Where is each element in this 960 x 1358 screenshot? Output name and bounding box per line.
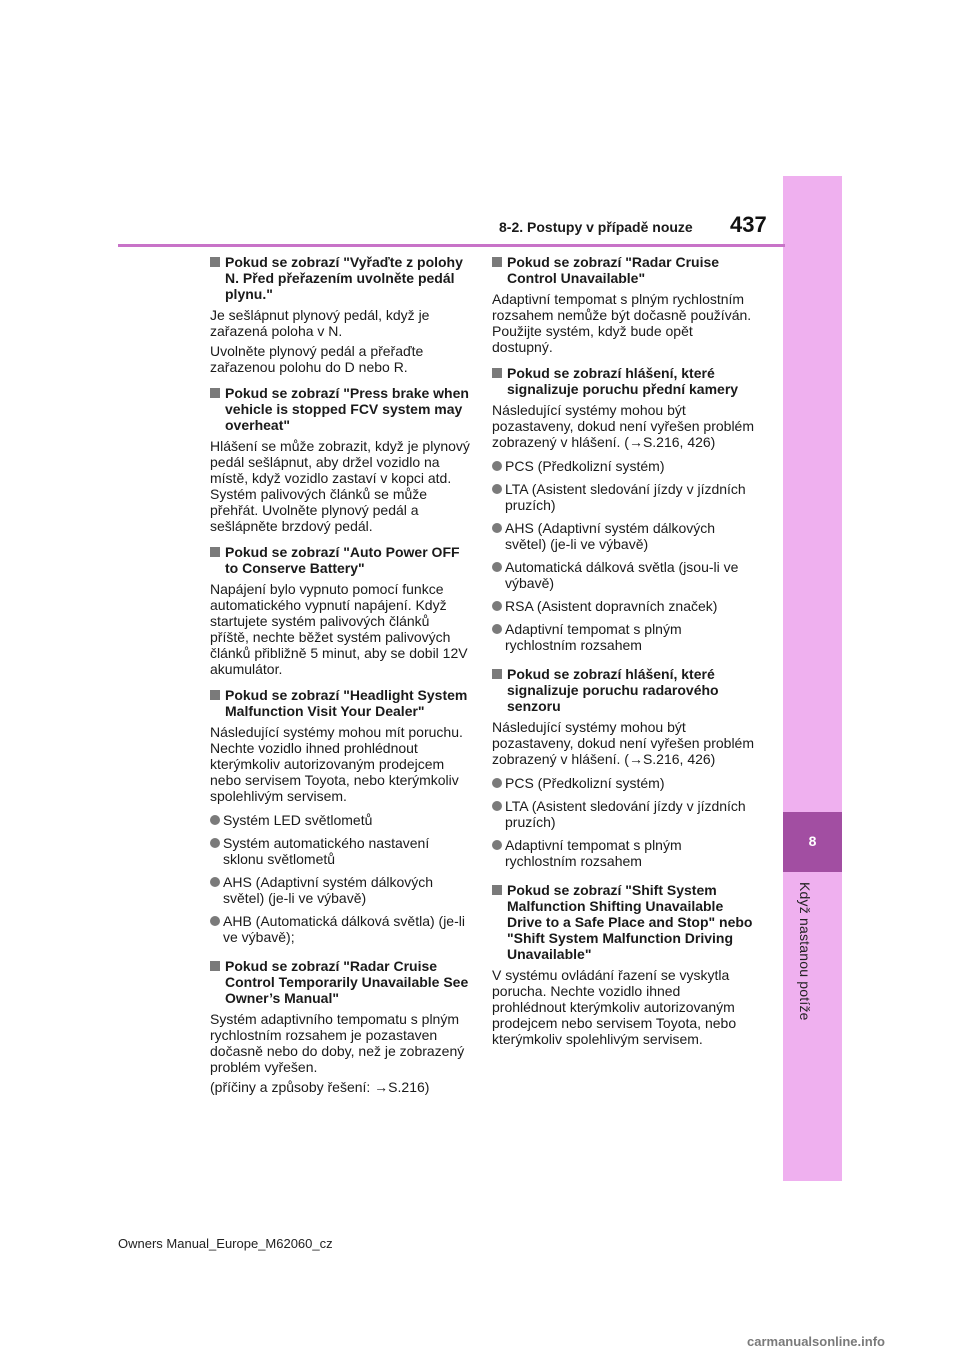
section-heading — [492, 666, 754, 714]
square-bullet-icon — [492, 669, 502, 679]
list-item — [492, 621, 754, 653]
section-heading-text: Pokud se zobrazí hlášení, které signalizuje poruchu radarového senzoru — [507, 666, 719, 714]
section-heading — [492, 365, 754, 397]
chapter-title-container — [783, 872, 842, 1172]
left-column — [210, 254, 470, 1105]
section-heading-text: Pokud se zobrazí "Auto Power OFF to Conserve Battery" — [225, 544, 460, 576]
list-item-text: Adaptivní tempomat s plným rychlostním rozsahem — [505, 837, 682, 869]
section-heading — [492, 254, 754, 286]
round-bullet-icon — [492, 461, 502, 471]
body-paragraph: Hlášení se může zobrazit, když je plynový pedál sešlápnut, aby držel vozidlo na místě, když vozidlo zastaví v kopci atd. Systém palivových článků se může přehřát. Uvolněte plynový pedál a sešlápněte brzdový pedál. — [210, 438, 470, 534]
list-item — [210, 874, 470, 906]
list-item-text: AHS (Adaptivní systém dálkových světel) (je-li ve výbavě) — [505, 520, 716, 552]
list-item-text: Systém LED světlometů — [223, 812, 373, 828]
list-item-text: PCS (Předkolizní systém) — [505, 775, 665, 791]
body-paragraph: V systému ovládání řazení se vyskytla porucha. Nechte vozidlo ihned prohlédnout kterýmkoliv autorizovaným prodejcem nebo servisem Toyota, nebo kterýmkoliv spolehlivým servisem. — [492, 967, 737, 1047]
list-item — [492, 520, 754, 552]
right-column — [492, 254, 754, 1057]
chapter-title: Když nastanou potíže — [797, 882, 813, 1021]
list-item — [210, 812, 470, 828]
body-paragraph: Systém adaptivního tempomatu s plným rychlostním rozsahem je pozastaven dočasně nebo do doby, než je zobrazený problém vyřešen. — [210, 1011, 465, 1075]
round-bullet-icon — [210, 916, 220, 926]
round-bullet-icon — [492, 778, 502, 788]
body-paragraph: Následující systémy mohou být pozastaveny, dokud není vyřešen problém zobrazený v hlášení. (→S.216, 426) — [492, 402, 755, 450]
square-bullet-icon — [492, 885, 502, 895]
square-bullet-icon — [492, 257, 502, 267]
list-item — [492, 837, 754, 869]
round-bullet-icon — [492, 601, 502, 611]
square-bullet-icon — [492, 368, 502, 378]
list-item-text: LTA (Asistent sledování jízdy v jízdních pruzích) — [505, 481, 746, 513]
body-paragraph: Napájení bylo vypnuto pomocí funkce automatického vypnutí napájení. Když startujete systém palivových článků příště, nechte běžet systém palivových článků přibližně 5 minut, aby se dobil 12V akumulátor. — [210, 581, 468, 677]
list-item-text: Adaptivní tempomat s plným rychlostním rozsahem — [505, 621, 682, 653]
section-heading-text: Pokud se zobrazí "Shift System Malfunction Shifting Unavailable Drive to a Safe Place and Stop" nebo "Shift System Malfunction Driving Unavailable" — [507, 882, 753, 962]
list-item — [492, 559, 754, 591]
round-bullet-icon — [492, 562, 502, 572]
round-bullet-icon — [210, 815, 220, 825]
round-bullet-icon — [210, 838, 220, 848]
square-bullet-icon — [210, 257, 220, 267]
square-bullet-icon — [210, 961, 220, 971]
section-title: 8-2. Postupy v případě nouze — [499, 219, 693, 235]
list-item-text: LTA (Asistent sledování jízdy v jízdních pruzích) — [505, 798, 746, 830]
round-bullet-icon — [492, 523, 502, 533]
round-bullet-icon — [492, 624, 502, 634]
section-heading-text: Pokud se zobrazí "Radar Cruise Control Unavailable" — [507, 254, 720, 286]
footer-text: Owners Manual_Europe_M62060_cz — [118, 1236, 333, 1251]
round-bullet-icon — [492, 484, 502, 494]
section-heading — [210, 544, 470, 576]
body-paragraph: Následující systémy mohou mít poruchu. Nechte vozidlo ihned prohlédnout kterýmkoliv autorizovaným prodejcem nebo servisem Toyota, nebo kterýmkoliv spolehlivým servisem. — [210, 724, 463, 804]
body-paragraph: (příčiny a způsoby řešení: →S.216) — [210, 1079, 430, 1095]
chapter-number: 8 — [808, 833, 817, 849]
list-item-text: Systém automatického nastavení sklonu světlometů — [223, 835, 430, 867]
list-item — [210, 913, 470, 945]
square-bullet-icon — [210, 388, 220, 398]
list-item-text: AHB (Automatická dálková světla) (je-li ve výbavě); — [223, 913, 465, 945]
body-paragraph: Následující systémy mohou být pozastaveny, dokud není vyřešen problém zobrazený v hlášení. (→S.216, 426) — [492, 719, 755, 767]
list-item — [492, 798, 754, 830]
list-item — [492, 481, 754, 513]
square-bullet-icon — [210, 690, 220, 700]
list-item — [492, 598, 754, 614]
round-bullet-icon — [492, 801, 502, 811]
round-bullet-icon — [492, 840, 502, 850]
section-heading-text: Pokud se zobrazí "Press brake when vehicle is stopped FCV system may overheat" — [225, 385, 469, 433]
section-heading — [210, 687, 470, 719]
list-item-text: PCS (Předkolizní systém) — [505, 458, 665, 474]
header-divider — [118, 244, 785, 247]
round-bullet-icon — [210, 877, 220, 887]
section-heading — [210, 385, 470, 433]
section-heading-text: Pokud se zobrazí "Headlight System Malfunction Visit Your Dealer" — [225, 687, 468, 719]
section-heading — [210, 254, 470, 302]
body-paragraph: Je sešlápnut plynový pedál, když je zařazená poloha v N. — [210, 307, 430, 339]
section-heading — [210, 958, 470, 1006]
list-item-text: Automatická dálková světla (jsou-li ve výbavě) — [505, 559, 739, 591]
list-item — [210, 835, 470, 867]
watermark: carmanualsonline.info — [747, 1334, 885, 1349]
list-item-text: AHS (Adaptivní systém dálkových světel) (je-li ve výbavě) — [223, 874, 434, 906]
page-number: 437 — [730, 212, 767, 237]
section-heading-text: Pokud se zobrazí "Vyřaďte z polohy N. Před přeřazením uvolněte pedál plynu." — [225, 254, 463, 302]
section-heading-text: Pokud se zobrazí hlášení, které signalizuje poruchu přední kamery — [507, 365, 739, 397]
square-bullet-icon — [210, 547, 220, 557]
body-paragraph: Adaptivní tempomat s plným rychlostním rozsahem nemůže být dočasně používán. Použijte systém, když bude opět dostupný. — [492, 291, 752, 355]
section-heading-text: Pokud se zobrazí "Radar Cruise Control Temporarily Unavailable See Owner’s Manual" — [225, 958, 469, 1006]
list-item — [492, 458, 754, 474]
body-paragraph: Uvolněte plynový pedál a přeřaďte zařazenou polohu do D nebo R. — [210, 343, 424, 375]
section-heading — [492, 882, 754, 962]
list-item-text: RSA (Asistent dopravních značek) — [505, 598, 718, 614]
list-item — [492, 775, 754, 791]
